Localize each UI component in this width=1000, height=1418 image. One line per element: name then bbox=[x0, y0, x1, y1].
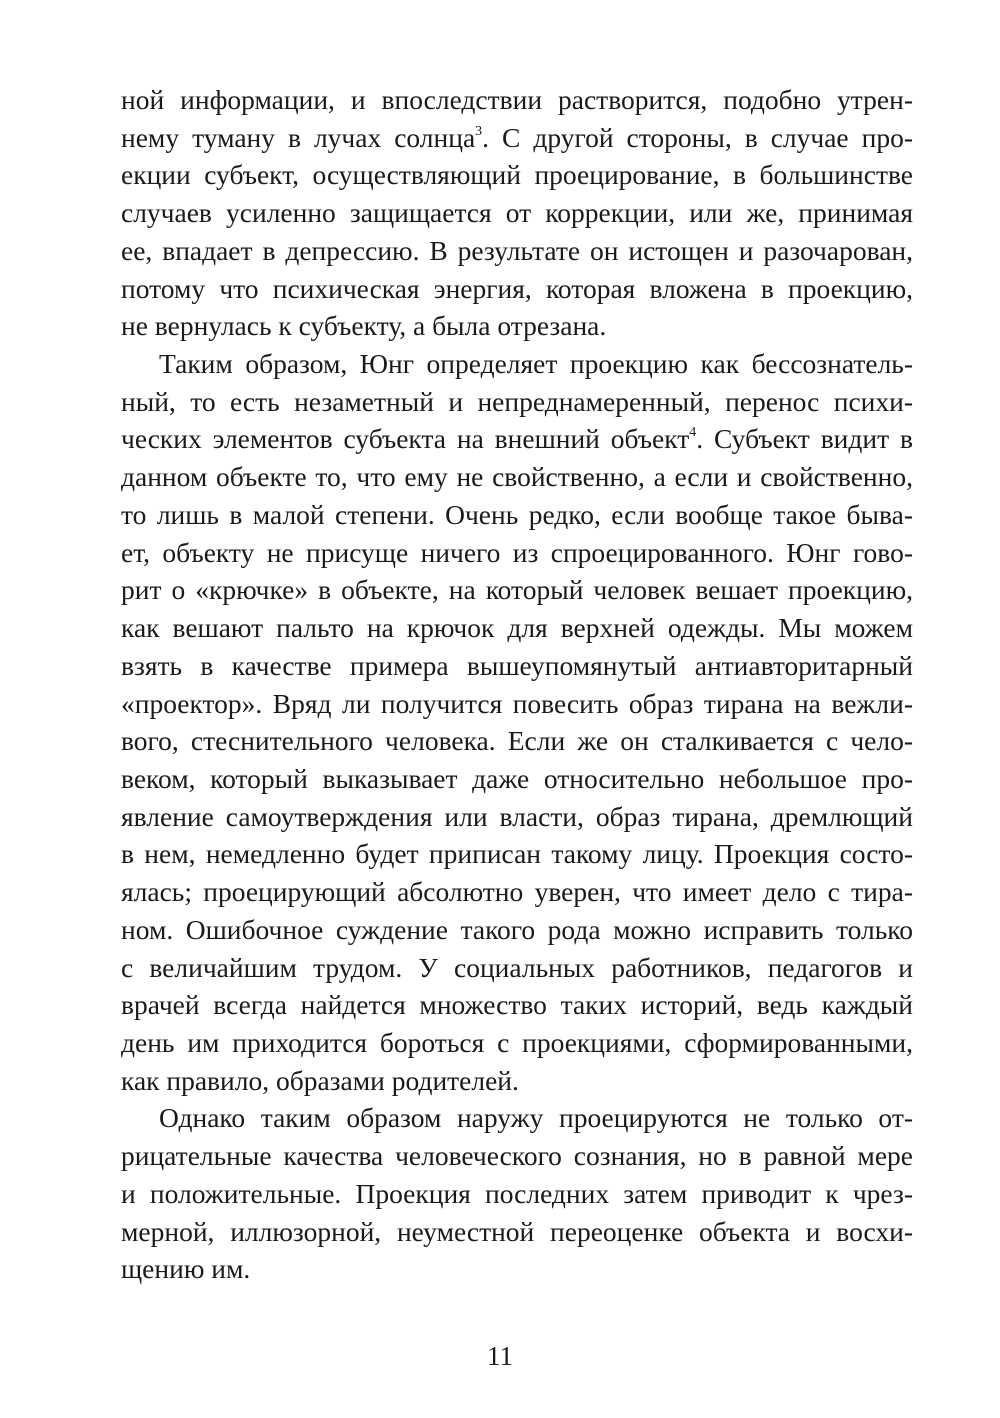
line-text: щению им. bbox=[121, 1253, 251, 1285]
line-text: врачей всегда найдется множество таких историй, ведь каждый bbox=[121, 989, 913, 1021]
text-line bbox=[121, 647, 913, 685]
line-text: взять в качестве примера вышеупомянутый антиавторитарный bbox=[121, 649, 913, 681]
line-text: ном. Ошибочное суждение такого рода можно исправить только bbox=[121, 913, 913, 945]
line-text: вого, стеснительного человека. Если же он сталкивается с чело- bbox=[121, 725, 913, 757]
text-line bbox=[121, 571, 913, 609]
footnote-marker: 3 bbox=[475, 123, 483, 139]
text-line bbox=[121, 911, 913, 949]
text-line bbox=[121, 1213, 913, 1251]
line-text: мерной, иллюзорной, неуместной переоценке объекта и восхи- bbox=[121, 1215, 913, 1247]
text-line bbox=[121, 685, 913, 723]
text-line bbox=[121, 1024, 913, 1062]
text-line bbox=[121, 307, 913, 345]
text-line bbox=[121, 458, 913, 496]
text-line bbox=[121, 873, 913, 911]
text-line bbox=[121, 798, 913, 836]
line-text: нему туману в лучах солнца bbox=[121, 121, 476, 153]
body-text bbox=[121, 81, 913, 1288]
line-text: не вернулась к субъекту, а была отрезана. bbox=[121, 310, 607, 342]
text-line bbox=[121, 496, 913, 534]
text-line bbox=[121, 1175, 913, 1213]
line-text: веком, который выказывает даже относительно небольшое про- bbox=[121, 762, 913, 794]
line-text: случаев усиленно защищается от коррекции, или же, принимая bbox=[121, 197, 913, 229]
text-line bbox=[121, 345, 913, 383]
line-text: данном объекте то, что ему не свойственно, а если и свойственно, bbox=[121, 461, 913, 493]
line-text: ялась; проецирующий абсолютно уверен, что имеет дело с тира- bbox=[121, 876, 913, 908]
text-line bbox=[121, 81, 913, 119]
line-text: ный, то есть незаметный и непреднамеренный, перенос психи- bbox=[121, 385, 913, 417]
line-text: день им приходится бороться с проекциями, сформированными, bbox=[121, 1026, 913, 1058]
text-line bbox=[121, 609, 913, 647]
line-text: ной информации, и впоследствии растворится, подобно утрен- bbox=[121, 84, 913, 115]
text-line bbox=[121, 156, 913, 194]
page-number: 11 bbox=[487, 1341, 513, 1371]
text-line bbox=[121, 722, 913, 760]
footnote-marker: 4 bbox=[689, 425, 697, 441]
text-line bbox=[121, 232, 913, 270]
line-text: ее, впадает в депрессию. В результате он истощен и разочарован, bbox=[121, 234, 913, 266]
line-text: как правило, образами родителей. bbox=[121, 1064, 519, 1096]
line-text: екции субъект, осуществляющий проецирование, в большинстве bbox=[121, 159, 913, 191]
paragraph bbox=[121, 345, 913, 1099]
text-line bbox=[121, 534, 913, 572]
line-text: с величайшим трудом. У социальных работников, педагогов и bbox=[121, 951, 913, 983]
line-text-continued: . С другой стороны, в случае про- bbox=[482, 121, 913, 153]
text-line bbox=[121, 119, 913, 157]
line-text: ческих элементов субъекта на внешний объект bbox=[121, 423, 690, 455]
text-line bbox=[121, 986, 913, 1024]
text-line bbox=[121, 194, 913, 232]
line-text: рит о «крючке» в объекте, на который человек вешает проекцию, bbox=[121, 574, 913, 606]
text-line bbox=[121, 760, 913, 798]
line-text: как вешают пальто на крючок для верхней одежды. Мы можем bbox=[121, 612, 913, 644]
line-text: явление самоутверждения или власти, образ тирана, дремлющий bbox=[121, 800, 913, 832]
line-text: Однако таким образом наружу проецируются не только от- bbox=[159, 1102, 913, 1134]
text-line bbox=[121, 1062, 913, 1100]
line-text: то лишь в малой степени. Очень редко, если вообще такое быва- bbox=[121, 498, 913, 530]
text-line bbox=[121, 835, 913, 873]
text-line bbox=[121, 383, 913, 421]
line-text: рицательные качества человеческого сознания, но в равной мере bbox=[121, 1140, 913, 1172]
paragraph bbox=[121, 1099, 913, 1288]
line-text-continued: . Субъект видит в bbox=[696, 423, 913, 455]
text-line bbox=[121, 949, 913, 987]
line-text: и положительные. Проекция последних затем приводит к чрез- bbox=[121, 1177, 913, 1209]
text-line bbox=[121, 1137, 913, 1175]
line-text: Таким образом, Юнг определяет проекцию как бессознатель- bbox=[159, 348, 913, 380]
text-line bbox=[121, 1099, 913, 1137]
text-line bbox=[121, 1250, 913, 1288]
text-line bbox=[121, 270, 913, 308]
line-text: «проектор». Вряд ли получится повесить образ тирана на вежли- bbox=[121, 687, 913, 719]
line-text: в нем, немедленно будет приписан такому лицу. Проекция состо- bbox=[121, 838, 913, 870]
line-text: ет, объекту не присуще ничего из спроецированного. Юнг гово- bbox=[121, 536, 913, 568]
text-line bbox=[121, 420, 913, 458]
line-text: потому что психическая энергия, которая вложена в проекцию, bbox=[121, 272, 913, 304]
paragraph bbox=[121, 81, 913, 345]
